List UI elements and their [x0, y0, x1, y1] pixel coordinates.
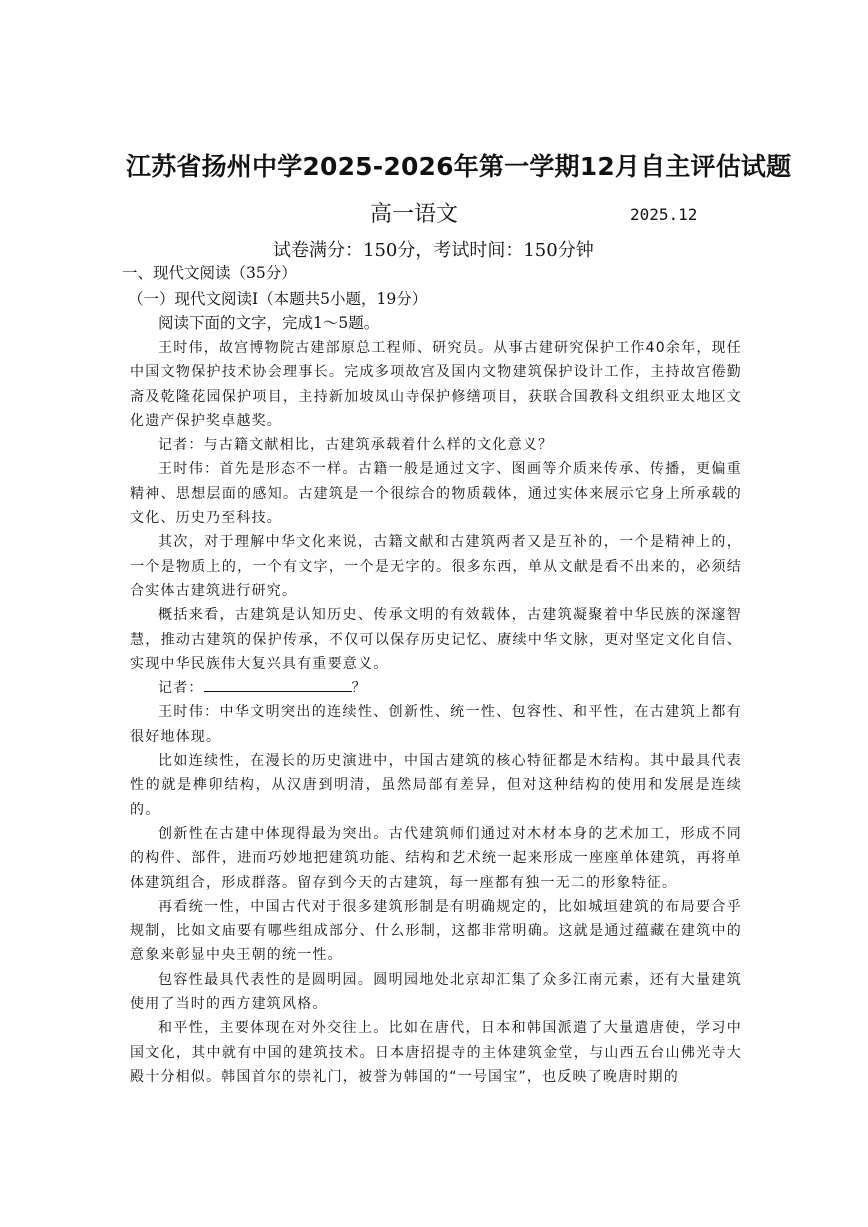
paragraph-answer-1: 王时伟：首先是形态不一样。古籍一般是通过文字、图画等介质来传承、传播，更偏重精神、思想层面的感知。古建筑是一个很综合的物质载体，通过实体来展示它身上所承载的文化、历史乃至科技。	[130, 461, 742, 527]
paragraph-unity: 再看统一性，中国古代对于很多建筑形制是有明确规定的，比如城垣建筑的布局要合乎规制，比如文庙要有哪些组成部分、什么形制，这都非常明确。这就是通过蕴藏在建筑中的意象来彰显中央王朝的统一性。	[130, 898, 742, 964]
section-heading: 一、现代文阅读（35分）	[122, 264, 297, 282]
paragraph-answer-3: 概括来看，古建筑是认知历史、传承文明的有效载体，古建筑凝聚着中华民族的深邃智慧，推动古建筑的保护传承，不仅可以保存历史记忆、赓续中华文脉，更对坚定文化自信、实现中华民族伟大复兴具有重要意义。	[130, 607, 742, 672]
question-suffix: ？	[351, 680, 367, 697]
paragraph-intro: 王时伟，故宫博物院古建部原总工程师、研究员。从事古建研究保护工作40余年，现任中国文物保护技术协会理事长。完成多项故宫及国内文物建筑保护设计工作，主持故宫倦勤斋及乾隆花园保护项目，主持新加坡凤山寺保护修缮项目，获联合国教科文组织亚太地区文化遗产保护奖卓越奖。	[130, 340, 742, 429]
subject-row	[370, 200, 698, 230]
paragraph-peace: 和平性，主要体现在对外交往上。比如在唐代，日本和韩国派遣了大量遣唐使，学习中国文化，其中就有中国的建筑技术。日本唐招提寺的主体建筑金堂，与山西五台山佛光寺大殿十分相似。韩国首尔的崇礼门，被誉为韩国的“一号国宝”，也反映了晚唐时期的	[130, 1020, 742, 1085]
question-prefix: 记者：	[158, 680, 204, 697]
paragraph-question-blank	[130, 676, 742, 700]
paragraph-question-1: 记者：与古籍文献相比，古建筑承载着什么样的文化意义？	[158, 437, 554, 454]
reading-instruction: 阅读下面的文字，完成1～5题。	[158, 314, 380, 332]
subject-title: 高一语文	[370, 202, 459, 227]
exam-title: 江苏省扬州中学2025-2026年第一学期12月自主评估试题	[126, 152, 792, 181]
paragraph-answer-2: 其次，对于理解中华文化来说，古籍文献和古建筑两者又是互补的，一个是精神上的，一个是物质上的，一个有文字，一个是无字的。很多东西，单从文献是看不出来的，必须结合实体古建筑进行研究。	[130, 534, 742, 599]
fill-in-blank[interactable]	[204, 677, 352, 692]
reading-passage	[130, 336, 742, 1089]
exam-info: 试卷满分：150分，考试时间：150分钟	[273, 240, 594, 261]
paragraph-continuity: 比如连续性，在漫长的历史演进中，中国古建筑的核心特征都是木结构。其中最具代表性的就是榫卯结构，从汉唐到明清，虽然局部有差异，但对这种结构的使用和发展是连续的。	[130, 753, 742, 818]
exam-date: 2025.12	[630, 205, 698, 224]
subsection-heading: （一）现代文阅读Ⅰ（本题共5小题，19分）	[128, 290, 428, 308]
paragraph-innovation: 创新性在古建中体现得最为突出。古代建筑师们通过对木材本身的艺术加工，形成不同的构件、部件，进而巧妙地把建筑功能、结构和艺术统一起来形成一座座单体建筑，再将单体建筑组合，形成群落。留存到今天的古建筑，每一座都有独一无二的形象特征。	[130, 825, 742, 891]
paragraph-answer-4: 王时伟：中华文明突出的连续性、创新性、统一性、包容性、和平性，在古建筑上都有很好地体现。	[130, 704, 742, 745]
paragraph-inclusiveness: 包容性最具代表性的是圆明园。圆明园地处北京却汇集了众多江南元素，还有大量建筑使用了当时的西方建筑风格。	[130, 971, 742, 1013]
